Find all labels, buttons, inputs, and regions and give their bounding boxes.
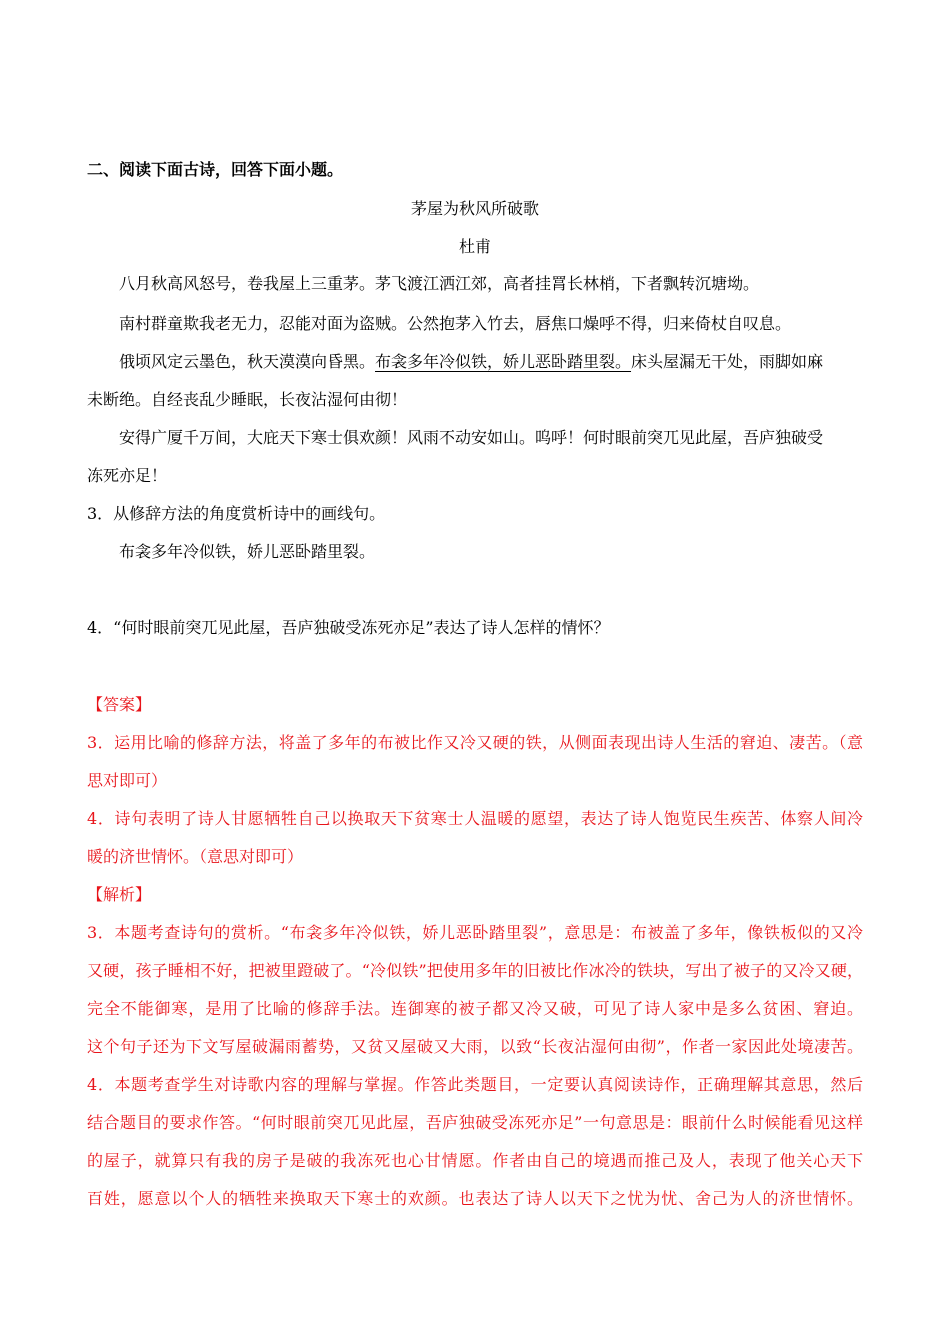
poem-p3-pre: 俄顷风定云墨色，秋天漠漠向昏黑。 <box>119 352 376 371</box>
analysis-line-7: 的屋子，就算只有我的房子是破的我冻死也心甘情愿。作者由自己的境遇而推己及人，表现了他关心天下 <box>87 1151 863 1170</box>
poem-author: 杜甫 <box>458 237 491 256</box>
answer-label: 【答案】 <box>87 695 152 714</box>
poem-paragraph-1: 八月秋高风怒号，卷我屋上三重茅。茅飞渡江洒江郊，高者挂罥长林梢，下者飘转沉塘坳。 <box>119 274 760 293</box>
answer-4-line-1: 4．诗句表明了诗人甘愿牺牲自己以换取天下贫寒士人温暖的愿望，表达了诗人饱览民生疾苦、体察人间冷 <box>87 809 863 828</box>
answer-4-line-2: 暖的济世情怀。（意思对即可） <box>87 847 304 866</box>
section-heading: 二、阅读下面古诗，回答下面小题。 <box>87 160 344 179</box>
question-4: 4．“何时眼前突兀见此屋，吾庐独破受冻死亦足”表达了诗人怎样的情怀？ <box>87 618 610 637</box>
analysis-line-5: 4．本题考查学生对诗歌内容的理解与掌握。作答此类题目，一定要认真阅读诗作，正确理解其意思，然后 <box>87 1075 863 1094</box>
analysis-line-6: 结合题目的要求作答。“何时眼前突兀见此屋，吾庐独破受冻死亦足”一句意思是：眼前什么时候能看见这样 <box>87 1113 863 1132</box>
answer-3-line-1: 3．运用比喻的修辞方法，将盖了多年的布被比作又冷又硬的铁，从侧面表现出诗人生活的窘迫、凄苦。（意 <box>87 733 863 752</box>
answer-3-line-2: 思对即可） <box>87 771 168 790</box>
analysis-label: 【解析】 <box>87 885 152 904</box>
analysis-line-3: 完全不能御寒，是用了比喻的修辞手法。连御寒的被子都又冷又破，可见了诗人家中是多么贫困、窘迫。 <box>87 999 863 1018</box>
poem-paragraph-4-line-1: 安得广厦千万间，大庇天下寒士俱欢颜！风雨不动安如山。呜呼！何时眼前突兀见此屋，吾庐独破受 <box>119 428 824 447</box>
analysis-line-2: 又硬，孩子睡相不好，把被里蹬破了。“冷似铁”把使用多年的旧被比作冰冷的铁块，写出了被子的又冷又硬， <box>87 961 863 980</box>
poem-paragraph-4-line-2: 冻死亦足！ <box>87 466 168 485</box>
analysis-line-4: 这个句子还为下文写屋破漏雨蓄势，又贫又屋破又大雨，以致“长夜沾湿何由彻”，作者一家因此处境凄苦。 <box>87 1037 863 1056</box>
analysis-line-1: 3．本题考查诗句的赏析。“布衾多年冷似铁，娇儿恶卧踏里裂”，意思是：布被盖了多年，像铁板似的又冷 <box>87 923 863 942</box>
poem-paragraph-3-line-2: 未断绝。自经丧乱少睡眠，长夜沾湿何由彻！ <box>87 390 408 409</box>
poem-title: 茅屋为秋风所破歌 <box>410 199 539 218</box>
question-3-quote: 布衾多年冷似铁，娇儿恶卧踏里裂。 <box>119 542 376 561</box>
analysis-line-8: 百姓，愿意以个人的牺牲来换取天下寒士的欢颜。也表达了诗人以天下之忧为忧、舍己为人的济世情怀。 <box>87 1189 863 1208</box>
poem-paragraph-2: 南村群童欺我老无力，忍能对面为盗贼。公然抱茅入竹去，唇焦口燥呼不得，归来倚杖自叹息。 <box>119 314 792 333</box>
question-3: 3．从修辞方法的角度赏析诗中的画线句。 <box>87 504 386 523</box>
underlined-line: 布衾多年冷似铁，娇儿恶卧踏里裂。 <box>375 352 632 371</box>
poem-paragraph-3-line-1 <box>119 351 863 373</box>
poem-p3-post: 床头屋漏无干处，雨脚如麻 <box>631 352 824 371</box>
